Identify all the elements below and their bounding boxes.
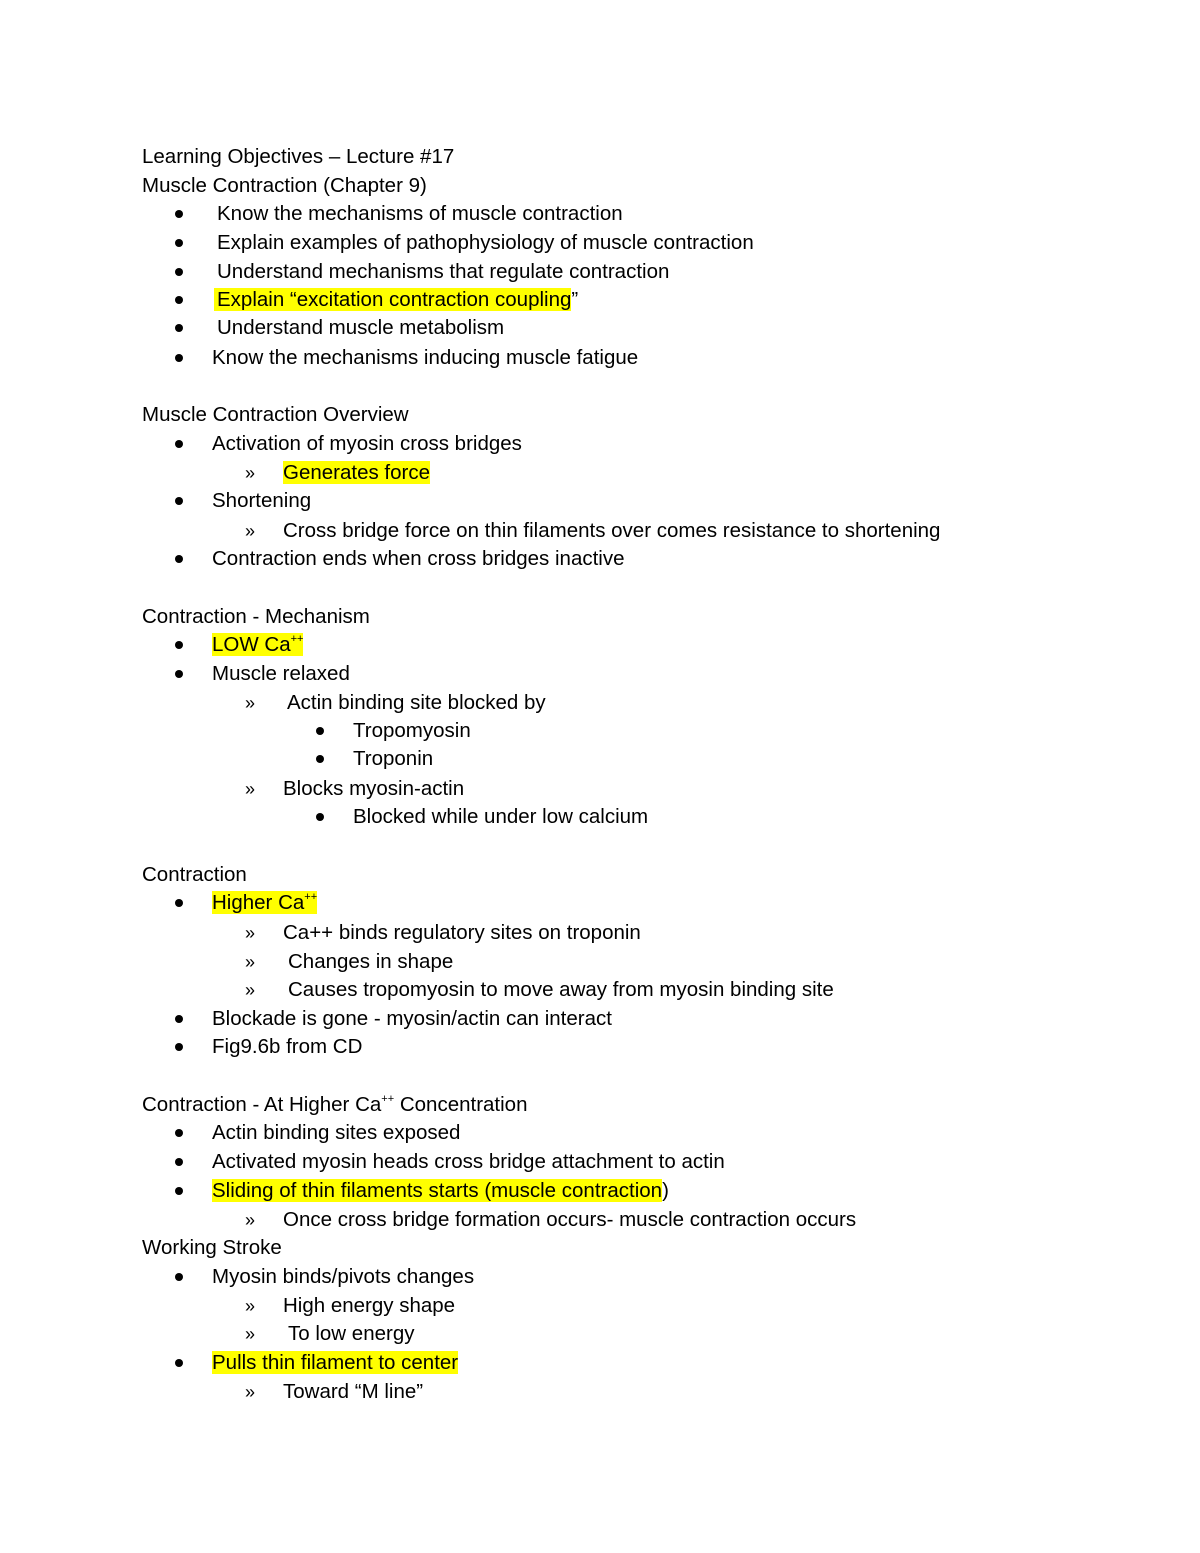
superscript: ++ — [381, 1093, 395, 1105]
chevron-icon: » — [245, 1210, 256, 1230]
sub-sub-item: Blocked while under low calcium — [353, 805, 649, 828]
list-item: Know the mechanisms of muscle contraction — [217, 202, 623, 225]
list-item: Understand muscle metabolism — [217, 316, 505, 339]
highlighted-text: Generates force — [283, 461, 430, 484]
sub-item — [283, 461, 430, 485]
bullet-icon — [175, 1015, 183, 1023]
highlighted-text — [212, 891, 317, 914]
list-item-highlighted — [214, 288, 578, 312]
chevron-icon: » — [245, 463, 256, 483]
superscript: ++ — [304, 891, 318, 903]
list-item: Activated myosin heads cross bridge attachment to actin — [212, 1150, 725, 1173]
bullet-icon — [175, 555, 183, 563]
higher-ca-label: Higher Ca — [212, 891, 305, 914]
superscript: ++ — [290, 633, 304, 645]
list-item: Myosin binds/pivots changes — [212, 1265, 475, 1288]
list-item: Blockade is gone - myosin/actin can interact — [212, 1007, 612, 1030]
sub-item: Cross bridge force on thin filaments over comes resistance to shortening — [283, 519, 941, 542]
chevron-icon: » — [245, 923, 256, 943]
list-item: Explain examples of pathophysiology of muscle contraction — [217, 231, 754, 254]
list-item: Muscle relaxed — [212, 662, 350, 685]
sub-item: High energy shape — [283, 1294, 456, 1317]
sub-item: To low energy — [288, 1322, 415, 1345]
bullet-icon — [175, 641, 183, 649]
list-item: Know the mechanisms inducing muscle fatigue — [212, 346, 639, 369]
heading-text: Contraction - At Higher Ca — [142, 1093, 382, 1116]
bullet-icon — [175, 1129, 183, 1137]
highlighted-text: Explain “excitation contraction coupling — [214, 288, 571, 311]
bullet-icon — [175, 1273, 183, 1281]
sub-item: Causes tropomyosin to move away from myosin binding site — [288, 978, 834, 1001]
sub-item: Ca++ binds regulatory sites on troponin — [283, 921, 641, 944]
highlighted-text: Sliding of thin filaments starts (muscle contraction — [212, 1179, 663, 1202]
chevron-icon: » — [245, 779, 256, 799]
sub-item: Toward “M line” — [283, 1380, 424, 1403]
section-heading: Contraction - Mechanism — [142, 605, 370, 628]
sub-sub-item: Troponin — [353, 747, 434, 770]
bullet-icon — [175, 670, 183, 678]
chevron-icon: » — [245, 693, 256, 713]
bullet-icon — [175, 210, 183, 218]
sub-sub-item: Tropomyosin — [353, 719, 471, 742]
bullet-icon — [175, 440, 183, 448]
bullet-icon — [175, 1158, 183, 1166]
highlighted-text: Pulls thin filament to center — [212, 1351, 459, 1374]
list-item: Contraction ends when cross bridges inactive — [212, 547, 625, 570]
bullet-icon — [316, 813, 324, 821]
bullet-icon — [175, 497, 183, 505]
heading-text: Concentration — [394, 1093, 528, 1116]
bullet-icon — [175, 354, 183, 362]
bullet-icon — [175, 1043, 183, 1051]
chevron-icon: » — [245, 521, 256, 541]
bullet-icon — [175, 1359, 183, 1367]
section-heading: Learning Objectives – Lecture #17 — [142, 145, 455, 168]
section-heading: Contraction — [142, 863, 247, 886]
section-subheading: Muscle Contraction (Chapter 9) — [142, 174, 427, 197]
chevron-icon: » — [245, 1382, 256, 1402]
low-ca-label: LOW Ca — [212, 633, 291, 656]
sub-item: Blocks myosin-actin — [283, 777, 465, 800]
highlighted-text — [212, 633, 303, 656]
list-item: Fig9.6b from CD — [212, 1035, 363, 1058]
bullet-icon — [175, 899, 183, 907]
bullet-icon — [175, 296, 183, 304]
section-heading: Muscle Contraction Overview — [142, 403, 409, 426]
chevron-icon: » — [245, 1296, 256, 1316]
bullet-icon — [316, 755, 324, 763]
list-item: Activation of myosin cross bridges — [212, 432, 522, 455]
list-item: Shortening — [212, 489, 312, 512]
list-item-highlighted — [212, 891, 317, 915]
bullet-icon — [175, 239, 183, 247]
chevron-icon: » — [245, 1324, 256, 1344]
section-heading — [142, 1093, 527, 1117]
bullet-icon — [316, 727, 324, 735]
bullet-icon — [175, 268, 183, 276]
list-item-highlighted — [212, 1179, 669, 1203]
list-item-highlighted — [212, 1351, 458, 1375]
list-item: Actin binding sites exposed — [212, 1121, 461, 1144]
bullet-icon — [175, 1187, 183, 1195]
sub-item: Once cross bridge formation occurs- muscle contraction occurs — [283, 1208, 857, 1231]
bullet-icon — [175, 324, 183, 332]
sub-item: Actin binding site blocked by — [287, 691, 546, 714]
closing-paren: ) — [662, 1179, 669, 1202]
chevron-icon: » — [245, 952, 256, 972]
list-item: Understand mechanisms that regulate contraction — [217, 260, 670, 283]
chevron-icon: » — [245, 980, 256, 1000]
closing-quote: ” — [571, 288, 579, 311]
section-heading: Working Stroke — [142, 1236, 282, 1259]
list-item-highlighted — [212, 633, 303, 657]
sub-item: Changes in shape — [288, 950, 454, 973]
